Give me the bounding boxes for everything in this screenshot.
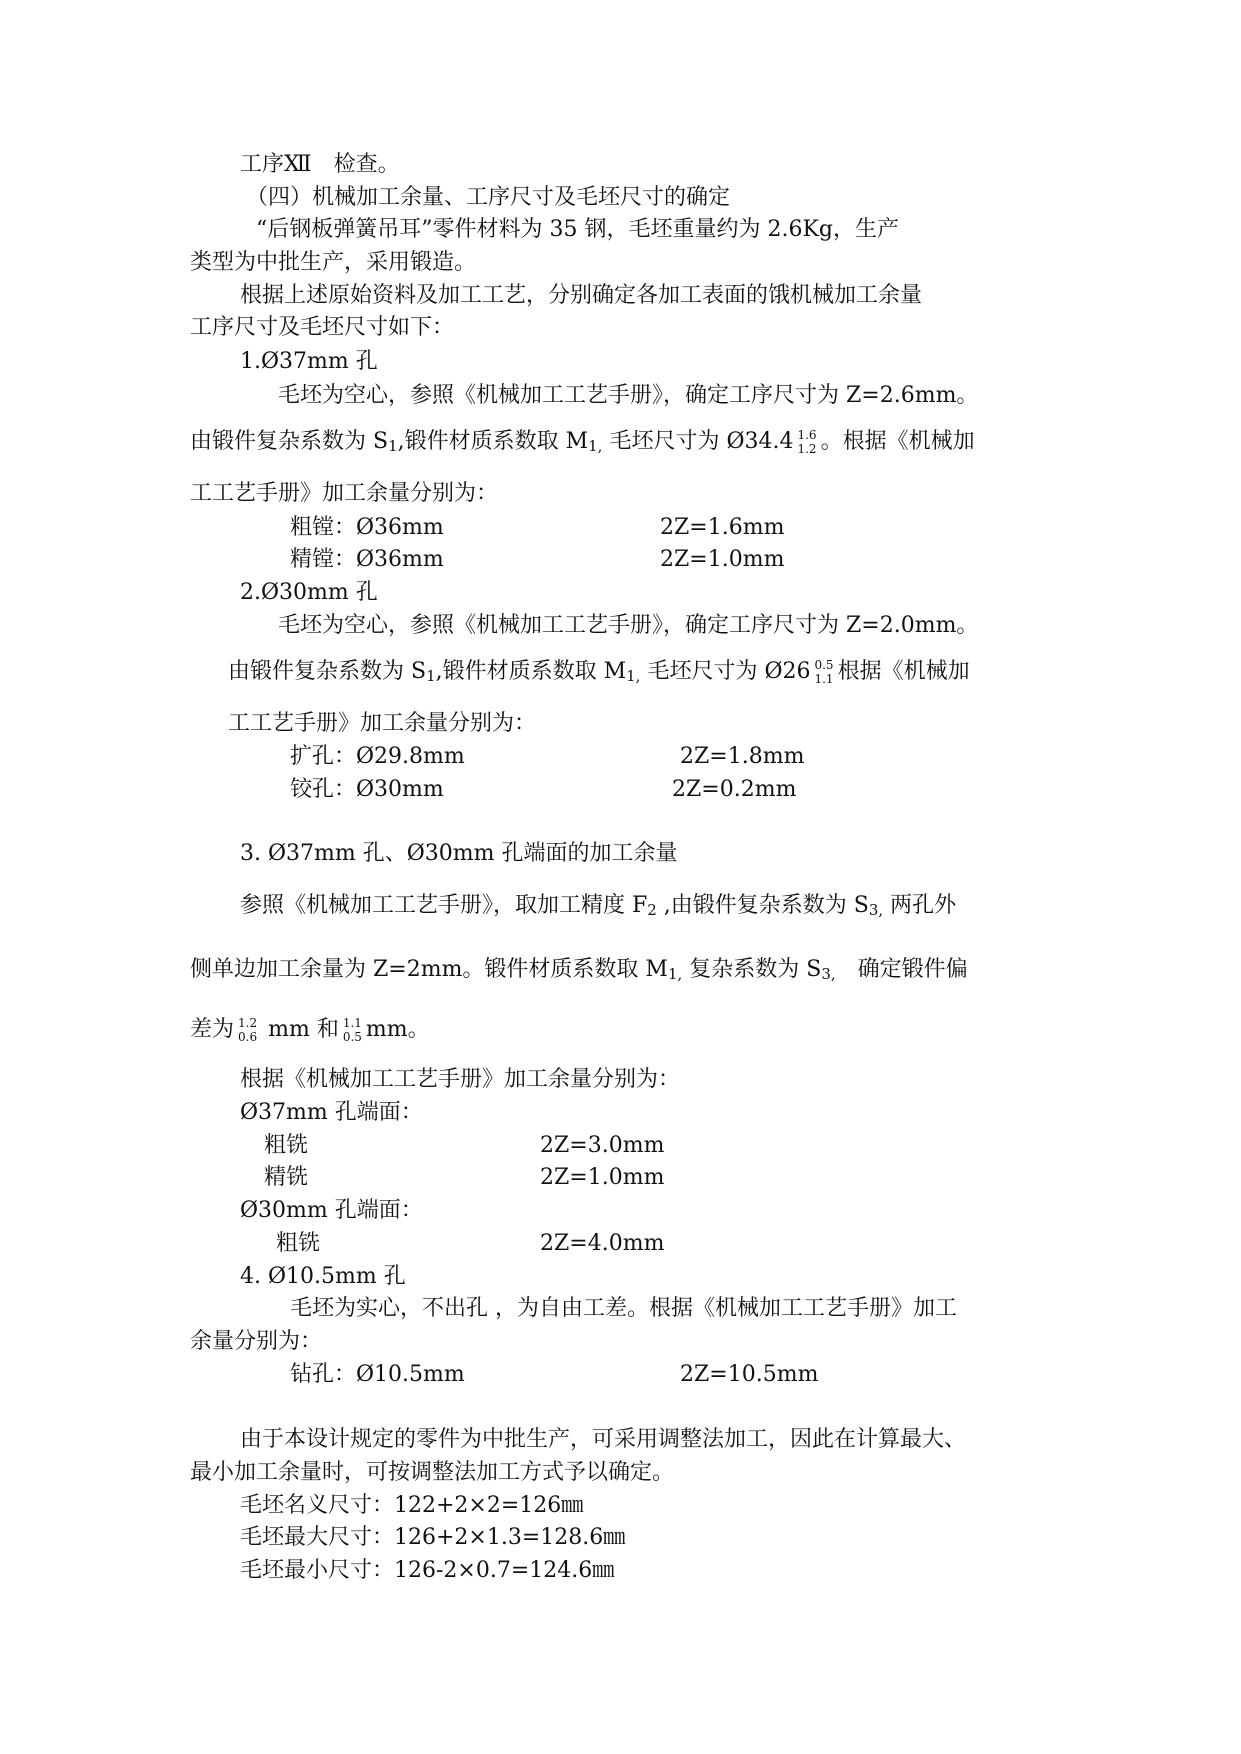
- text-segment: 复杂系数为 S: [682, 957, 822, 982]
- text-segment: 。根据《机械加: [820, 429, 975, 454]
- allowance-label: 粗镗：Ø36mm: [290, 515, 444, 540]
- blank-nominal-size: 毛坯名义尺寸：122+2×2=126㎜: [240, 1493, 584, 1518]
- text-segment: 确定锻件偏: [835, 957, 968, 982]
- subscript: 1,: [626, 667, 641, 685]
- tolerance-upper: 0.5: [814, 658, 834, 672]
- process-step-12: 工序Ⅻ 检查。: [240, 152, 400, 177]
- text-segment: 侧单边加工余量为 Z=2mm。锻件材质系数取 M: [190, 957, 668, 982]
- text-segment: 由锻件复杂系数为 S: [228, 659, 427, 684]
- paragraph-line-with-tolerance: [190, 428, 975, 460]
- section-heading-4: （四）机械加工余量、工序尺寸及毛坯尺寸的确定: [246, 185, 731, 210]
- text-segment: 根据《机械加: [837, 659, 970, 684]
- paragraph-line: 毛坯为空心，参照《机械加工工艺手册》，确定工序尺寸为 Z=2.0mm。: [278, 613, 979, 638]
- paragraph-line: 工工艺手册》加工余量分别为：: [190, 481, 499, 506]
- tolerance-stack: [797, 428, 816, 456]
- paragraph-line: 由于本设计规定的零件为中批生产，可采用调整法加工，因此在计算最大、: [240, 1427, 967, 1452]
- paragraph-line: “后钢板弹簧吊耳”零件材料为 35 钢，毛坯重量约为 2.6Kg，生产: [256, 217, 899, 242]
- allowance-label: 铰孔：Ø30mm: [290, 777, 444, 802]
- paragraph-line: 根据《机械加工工艺手册》加工余量分别为：: [240, 1067, 681, 1092]
- tolerance-upper: 1.2: [238, 1016, 258, 1030]
- subscript: 1,: [667, 965, 683, 983]
- tolerance-stack: [343, 1016, 362, 1044]
- allowance-value: 2Z=4.0mm: [540, 1231, 665, 1256]
- allowance-value: 2Z=10.5mm: [680, 1362, 819, 1387]
- subscript: 1,: [588, 437, 603, 455]
- face-heading: Ø30mm 孔端面：: [240, 1198, 423, 1223]
- allowance-label: 精铣: [264, 1165, 309, 1190]
- allowance-label: 钻孔：Ø10.5mm: [290, 1362, 465, 1387]
- face-heading: Ø37mm 孔端面：: [240, 1100, 423, 1125]
- blank-min-size: 毛坯最小尺寸：126-2×0.7=124.6㎜: [240, 1558, 615, 1583]
- subscript: 1: [426, 667, 436, 685]
- paragraph-line: 毛坯为空心，参照《机械加工工艺手册》，确定工序尺寸为 Z=2.6mm。: [278, 383, 979, 408]
- paragraph-line: 根据上述原始资料及加工工艺，分别确定各加工表面的饿机械加工余量: [240, 283, 923, 308]
- allowance-value: 2Z=1.6mm: [660, 515, 785, 540]
- text-segment: 毛坯尺寸为 Ø34.4: [602, 429, 794, 454]
- paragraph-line: [190, 956, 968, 988]
- paragraph-line: 毛坯为实心，不出孔 ，为自由工差。根据《机械加工工艺手册》加工: [290, 1296, 957, 1321]
- allowance-value: 2Z=3.0mm: [540, 1133, 665, 1158]
- allowance-value: 2Z=1.0mm: [540, 1165, 665, 1190]
- paragraph-line: 余量分别为：: [190, 1329, 323, 1354]
- tolerance-stack: [814, 658, 833, 686]
- allowance-label: 粗铣: [276, 1231, 321, 1256]
- paragraph-line: 工序尺寸及毛坯尺寸如下：: [190, 315, 455, 340]
- subsection-heading-4: 4. Ø10.5mm 孔: [240, 1264, 406, 1289]
- tolerance-upper: 1.6: [797, 428, 817, 442]
- allowance-label: 精镗：Ø36mm: [290, 547, 444, 572]
- subscript: 1: [388, 437, 398, 455]
- text-segment: 两孔外: [883, 893, 957, 918]
- allowance-value: 2Z=0.2mm: [672, 777, 797, 802]
- subscript: 2: [647, 901, 657, 919]
- allowance-label: 扩孔：Ø29.8mm: [290, 744, 465, 769]
- text-segment: ,由锻件复杂系数为 S: [656, 893, 869, 918]
- paragraph-line: [240, 892, 956, 924]
- allowance-label: 粗铣: [264, 1133, 309, 1158]
- allowance-value: 2Z=1.8mm: [680, 744, 805, 769]
- text-segment: 参照《机械加工工艺手册》，取加工精度 F: [240, 893, 648, 918]
- subscript: 3,: [868, 901, 884, 919]
- blank-max-size: 毛坯最大尺寸：126+2×1.3=128.6㎜: [240, 1525, 626, 1550]
- paragraph-line: 最小加工余量时，可按调整法加工方式予以确定。: [190, 1460, 675, 1485]
- subsection-heading-1: 1.Ø37mm 孔: [240, 349, 378, 374]
- tolerance-lower: 1.2: [797, 442, 817, 456]
- tolerance-lower: 0.5: [342, 1030, 362, 1044]
- subsection-heading-2: 2.Ø30mm 孔: [240, 580, 378, 605]
- text-segment: 毛坯尺寸为 Ø26: [640, 659, 811, 684]
- paragraph-line: 工工艺手册》加工余量分别为：: [228, 711, 537, 736]
- paragraph-line-with-tolerance: [190, 1016, 430, 1044]
- paragraph-line-with-tolerance: [228, 658, 970, 690]
- allowance-value: 2Z=1.0mm: [660, 547, 785, 572]
- tolerance-lower: 0.6: [238, 1030, 258, 1044]
- text-segment: 由锻件复杂系数为 S: [190, 429, 389, 454]
- tolerance-upper: 1.1: [342, 1016, 362, 1030]
- subscript: 3,: [821, 965, 836, 983]
- text-segment: mm。: [365, 1017, 430, 1042]
- text-segment: mm 和: [261, 1017, 339, 1042]
- tolerance-stack: [238, 1016, 257, 1044]
- subsection-heading-3: 3. Ø37mm 孔、Ø30mm 孔端面的加工余量: [240, 841, 678, 866]
- paragraph-line: 类型为中批生产，采用锻造。: [190, 250, 477, 275]
- text-segment: 差为: [190, 1017, 235, 1042]
- tolerance-lower: 1.1: [814, 672, 834, 686]
- text-segment: ,锻件材质系数取 M: [435, 659, 627, 684]
- text-segment: ,锻件材质系数取 M: [397, 429, 589, 454]
